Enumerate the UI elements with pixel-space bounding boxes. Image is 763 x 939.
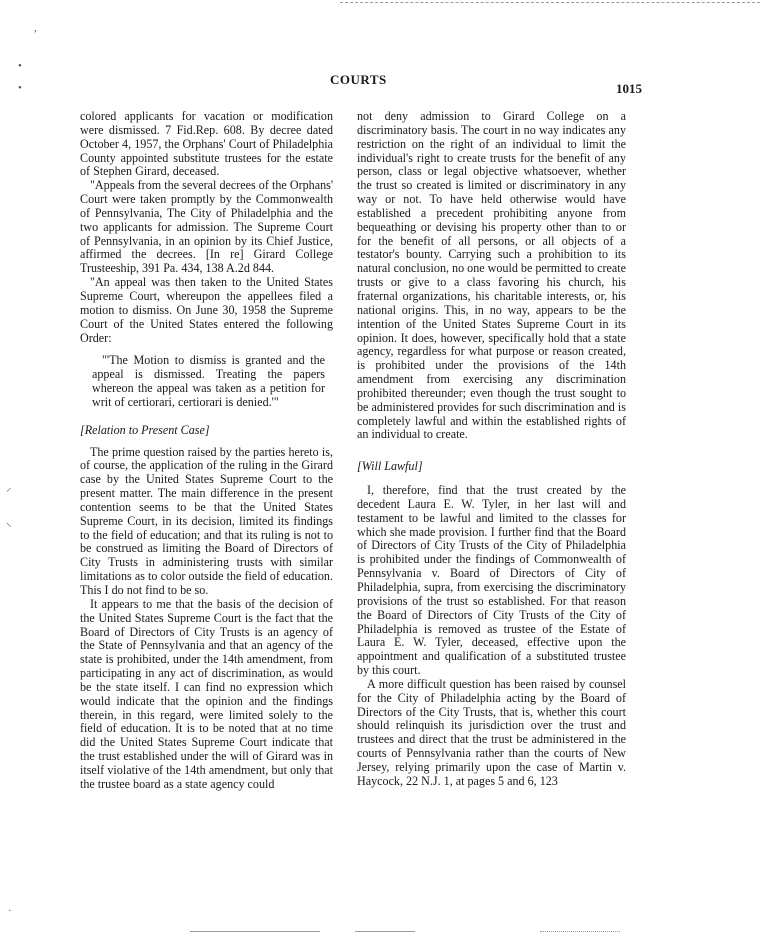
section-heading: [Will Lawful] — [357, 459, 423, 474]
section-heading: [Relation to Present Case] — [80, 422, 210, 437]
scan-bottom-line — [355, 931, 415, 932]
running-header: COURTS — [330, 72, 387, 87]
scan-speck: • — [18, 82, 22, 94]
paragraph: I, therefore, find that the trust created by the decedent Laura E. W. Tyler, in her last will and testament to be lawful and limited to the classes for which she made provision. I further find that the Board of Directors of City Trusts of the City of Philadelphia is prohibited under the findings of Commonwealth of Pennsylvania v. Board of Directors of City of Philadelphia, supra, from exercising the discriminatory provisions of the trust so established. For that reason the Board of Directors of City Trusts of the City of Philadelphia is removed as trustee of the Estate of Laura E. W. Tyler, deceased, effective upon the appointment and qualification of a substituted trustee by this court. — [357, 483, 626, 678]
paragraph: "An appeal was then taken to the United States Supreme Court, whereupon the appellees filed a motion to dismiss. On June 30, 1958 the Supreme Court of the United States entered the following Order: — [80, 275, 333, 345]
right-column — [357, 110, 626, 789]
paragraph: It appears to me that the basis of the decision of the United States Supreme Court is the fact that the Board of Directors of City Trusts is an agency of the State of Pennsylvania and that an agency of the state is prohibited, under the 14th amendment, from participating in any act of discrimination, as would be the state itself. I can find no expression which would indicate that the opinion and the findings therein, in this regard, were limited solely to the field of education. It is to be noted that at no time did the United States Supreme Court indicate that the trust established under the will of Girard was in itself violative of the 14th amendment, but only that the trustee board as a state agency could — [80, 596, 333, 791]
scan-speck: ⸝ — [6, 482, 12, 494]
scan-top-edge-line — [340, 2, 760, 3]
paragraph: The prime question raised by the parties hereto is, of course, the application of the ruling in the Girard case by the United States Supreme Court to the present matter. The main difference in the present contention seems to be that the United States Supreme Court, in its decision, limited its findings to the field of education; and that its ruling is not to be construed as limiting the Board of Directors of City Trusts in administering trusts with similar limitations as to color outside the field of education. This I do not find to be so. — [80, 444, 333, 597]
scan-bottom-line — [540, 931, 620, 932]
scan-speck: • — [18, 60, 22, 72]
scan-speck: , — [34, 22, 37, 34]
scan-speck: · — [8, 905, 12, 917]
block-quote: "'The Motion to dismiss is granted and the appeal is dismissed. Treating the papers whereon the appeal was taken as a petition for writ of certiorari, certiorari is denied.'" — [92, 353, 325, 409]
scan-bottom-line — [190, 931, 320, 932]
scan-speck: ⸜ — [6, 517, 12, 529]
paragraph: "Appeals from the several decrees of the Orphans' Court were taken promptly by the Commonwealth of Pennsylvania, The City of Philadelphia and the two applicants for admission. The Supreme Court of Pennsylvania, in an opinion by its Chief Justice, affirmed the decrees. [In re] Girard College Trusteeship, 391 Pa. 434, 138 A.2d 844. — [80, 178, 333, 276]
paragraph: colored applicants for vacation or modification were dismissed. 7 Fid.Rep. 608. By decree dated October 4, 1957, the Orphans' Court of Philadelphia County appointed substitute trustees for the estate of Stephen Girard, deceased. — [80, 109, 333, 179]
page-number: 1015 — [616, 81, 642, 96]
left-column — [80, 110, 333, 792]
paragraph: not deny admission to Girard College on a discriminatory basis. The court in no way indicates any restriction on the right of an individual to limit the individual's right to create trusts for the benefit of any person, class or legal objective whatsoever, whether the trust so created is limited or discriminatory in any way or not. To have held otherwise would have established a precedent prohibiting anyone from bequeathing or devising his property other than to or for the benefit of all persons, or all objects of a testator's bounty. Carrying such a prohibition to its natural conclusion, no one would be permitted to create trusts or give to a class favoring his church, his fraternal organizations, his charitable interests, or, his national origins. This, in no way, appears to be the intention of the United States Supreme Court in its opinion. It does, however, specifically hold that a state agency, regardless for what purpose or reason created, is prohibited under the provisions of the 14th amendment from exercising any discrimination prohibited thereunder; even though the trust sought to be administered provides for such discrimination and is completely lawful and within the established rights of an individual to create. — [357, 109, 626, 442]
paragraph: A more difficult question has been raised by counsel for the City of Philadelphia acting by the Board of Directors of the City Trusts, that is, whether this court should relinquish its jurisdiction over the trust and trustees and direct that the trust be administered in the courts of Pennsylvania rather than the courts of New Jersey, relying primarily upon the case of Martin v. Haycock, 22 N.J. 1, at pages 5 and 6, 123 — [357, 676, 626, 788]
